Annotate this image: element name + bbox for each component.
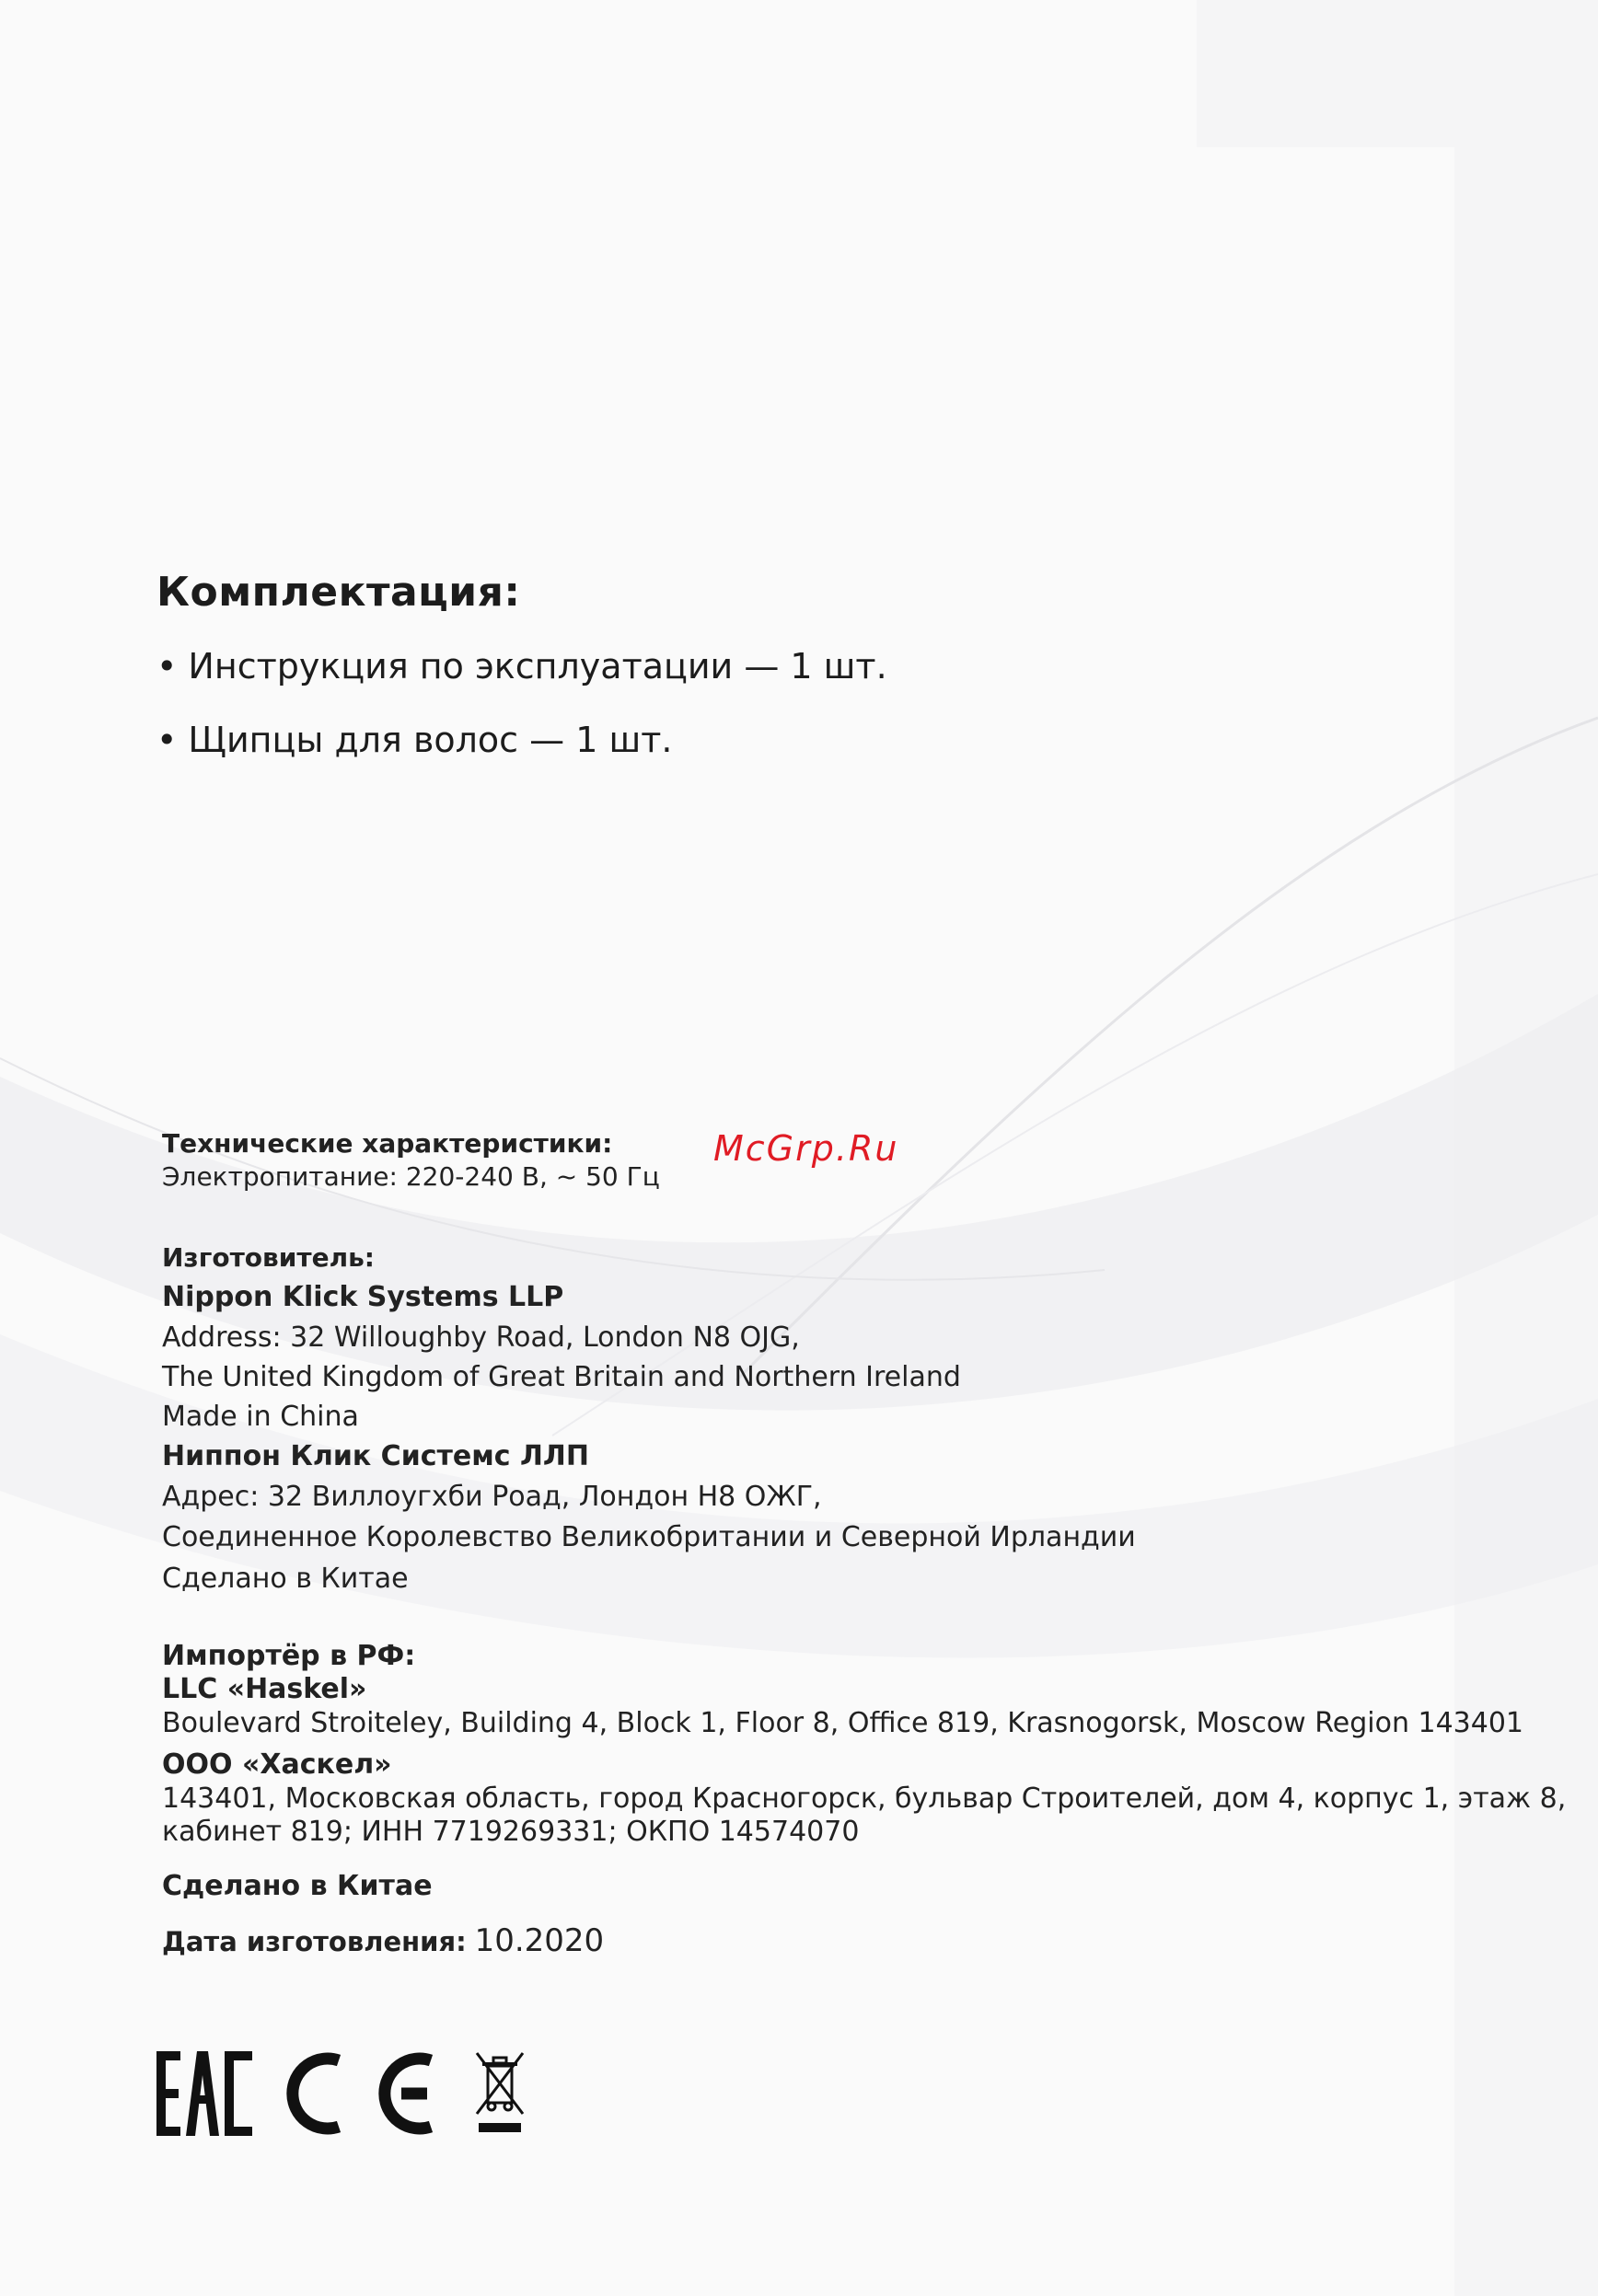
manufacturer-address-en-1: Address: 32 Willoughby Road, London N8 OJG, [162, 1321, 800, 1354]
manufacture-date [162, 1922, 604, 1959]
specs-power: Электропитание: 220-240 В, ~ 50 Гц [162, 1161, 660, 1192]
made-in: Сделано в Китае [162, 1870, 433, 1902]
kit-item [156, 646, 887, 686]
weee-bin-icon [477, 2053, 523, 2132]
importer-address-ru-2: кабинет 819; ИНН 7719269331; ОКПО 14574070 [162, 1816, 860, 1848]
bullet: • [156, 646, 178, 686]
date-label: Дата изготовления: [162, 1926, 467, 1957]
manufacturer-address-ru-1: Адрес: 32 Виллоугхби Роад, Лондон Н8 ОЖГ, [162, 1481, 822, 1513]
date-value: 10.2020 [474, 1922, 605, 1959]
manufacturer-title: Изготовитель: [162, 1242, 375, 1273]
manufacturer-made-en: Made in China [162, 1401, 359, 1433]
bullet: • [156, 720, 178, 760]
manufacturer-address-ru-2: Соединенное Королевство Великобритании и Северной Ирландии [162, 1521, 1136, 1553]
kit-item-text: Инструкция по эксплуатации — 1 шт. [188, 646, 887, 686]
specs-title: Технические характеристики: [162, 1128, 613, 1159]
manufacturer-made-ru: Сделано в Китае [162, 1563, 409, 1595]
importer-address-en: Boulevard Stroiteley, Building 4, Block 1, Floor 8, Office 819, Krasnogorsk, Moscow Region 143401 [162, 1707, 1524, 1739]
manufacturer-name-ru: Ниппон Клик Системс ЛЛП [162, 1440, 589, 1472]
importer-name-ru: ООО «Хаскел» [162, 1748, 392, 1781]
kit-title: Комплектация: [156, 569, 521, 616]
manufacturer-address-en-2: The United Kingdom of Great Britain and Northern Ireland [162, 1361, 961, 1393]
eac-mark-icon [156, 2051, 252, 2136]
importer-title: Импортёр в РФ: [162, 1640, 416, 1672]
importer-name-en: LLC «Haskel» [162, 1673, 367, 1705]
kit-item-text: Щипцы для волос — 1 шт. [188, 720, 673, 760]
ce-mark-icon [293, 2059, 431, 2129]
watermark-text: McGrp.Ru [713, 1128, 899, 1169]
certification-marks [156, 2048, 552, 2140]
kit-item [156, 720, 672, 760]
importer-address-ru-1: 143401, Московская область, город Красногорск, бульвар Строителей, дом 4, корпус 1, этаж 8, [162, 1783, 1567, 1815]
manufacturer-name-en: Nippon Klick Systems LLP [162, 1281, 564, 1313]
